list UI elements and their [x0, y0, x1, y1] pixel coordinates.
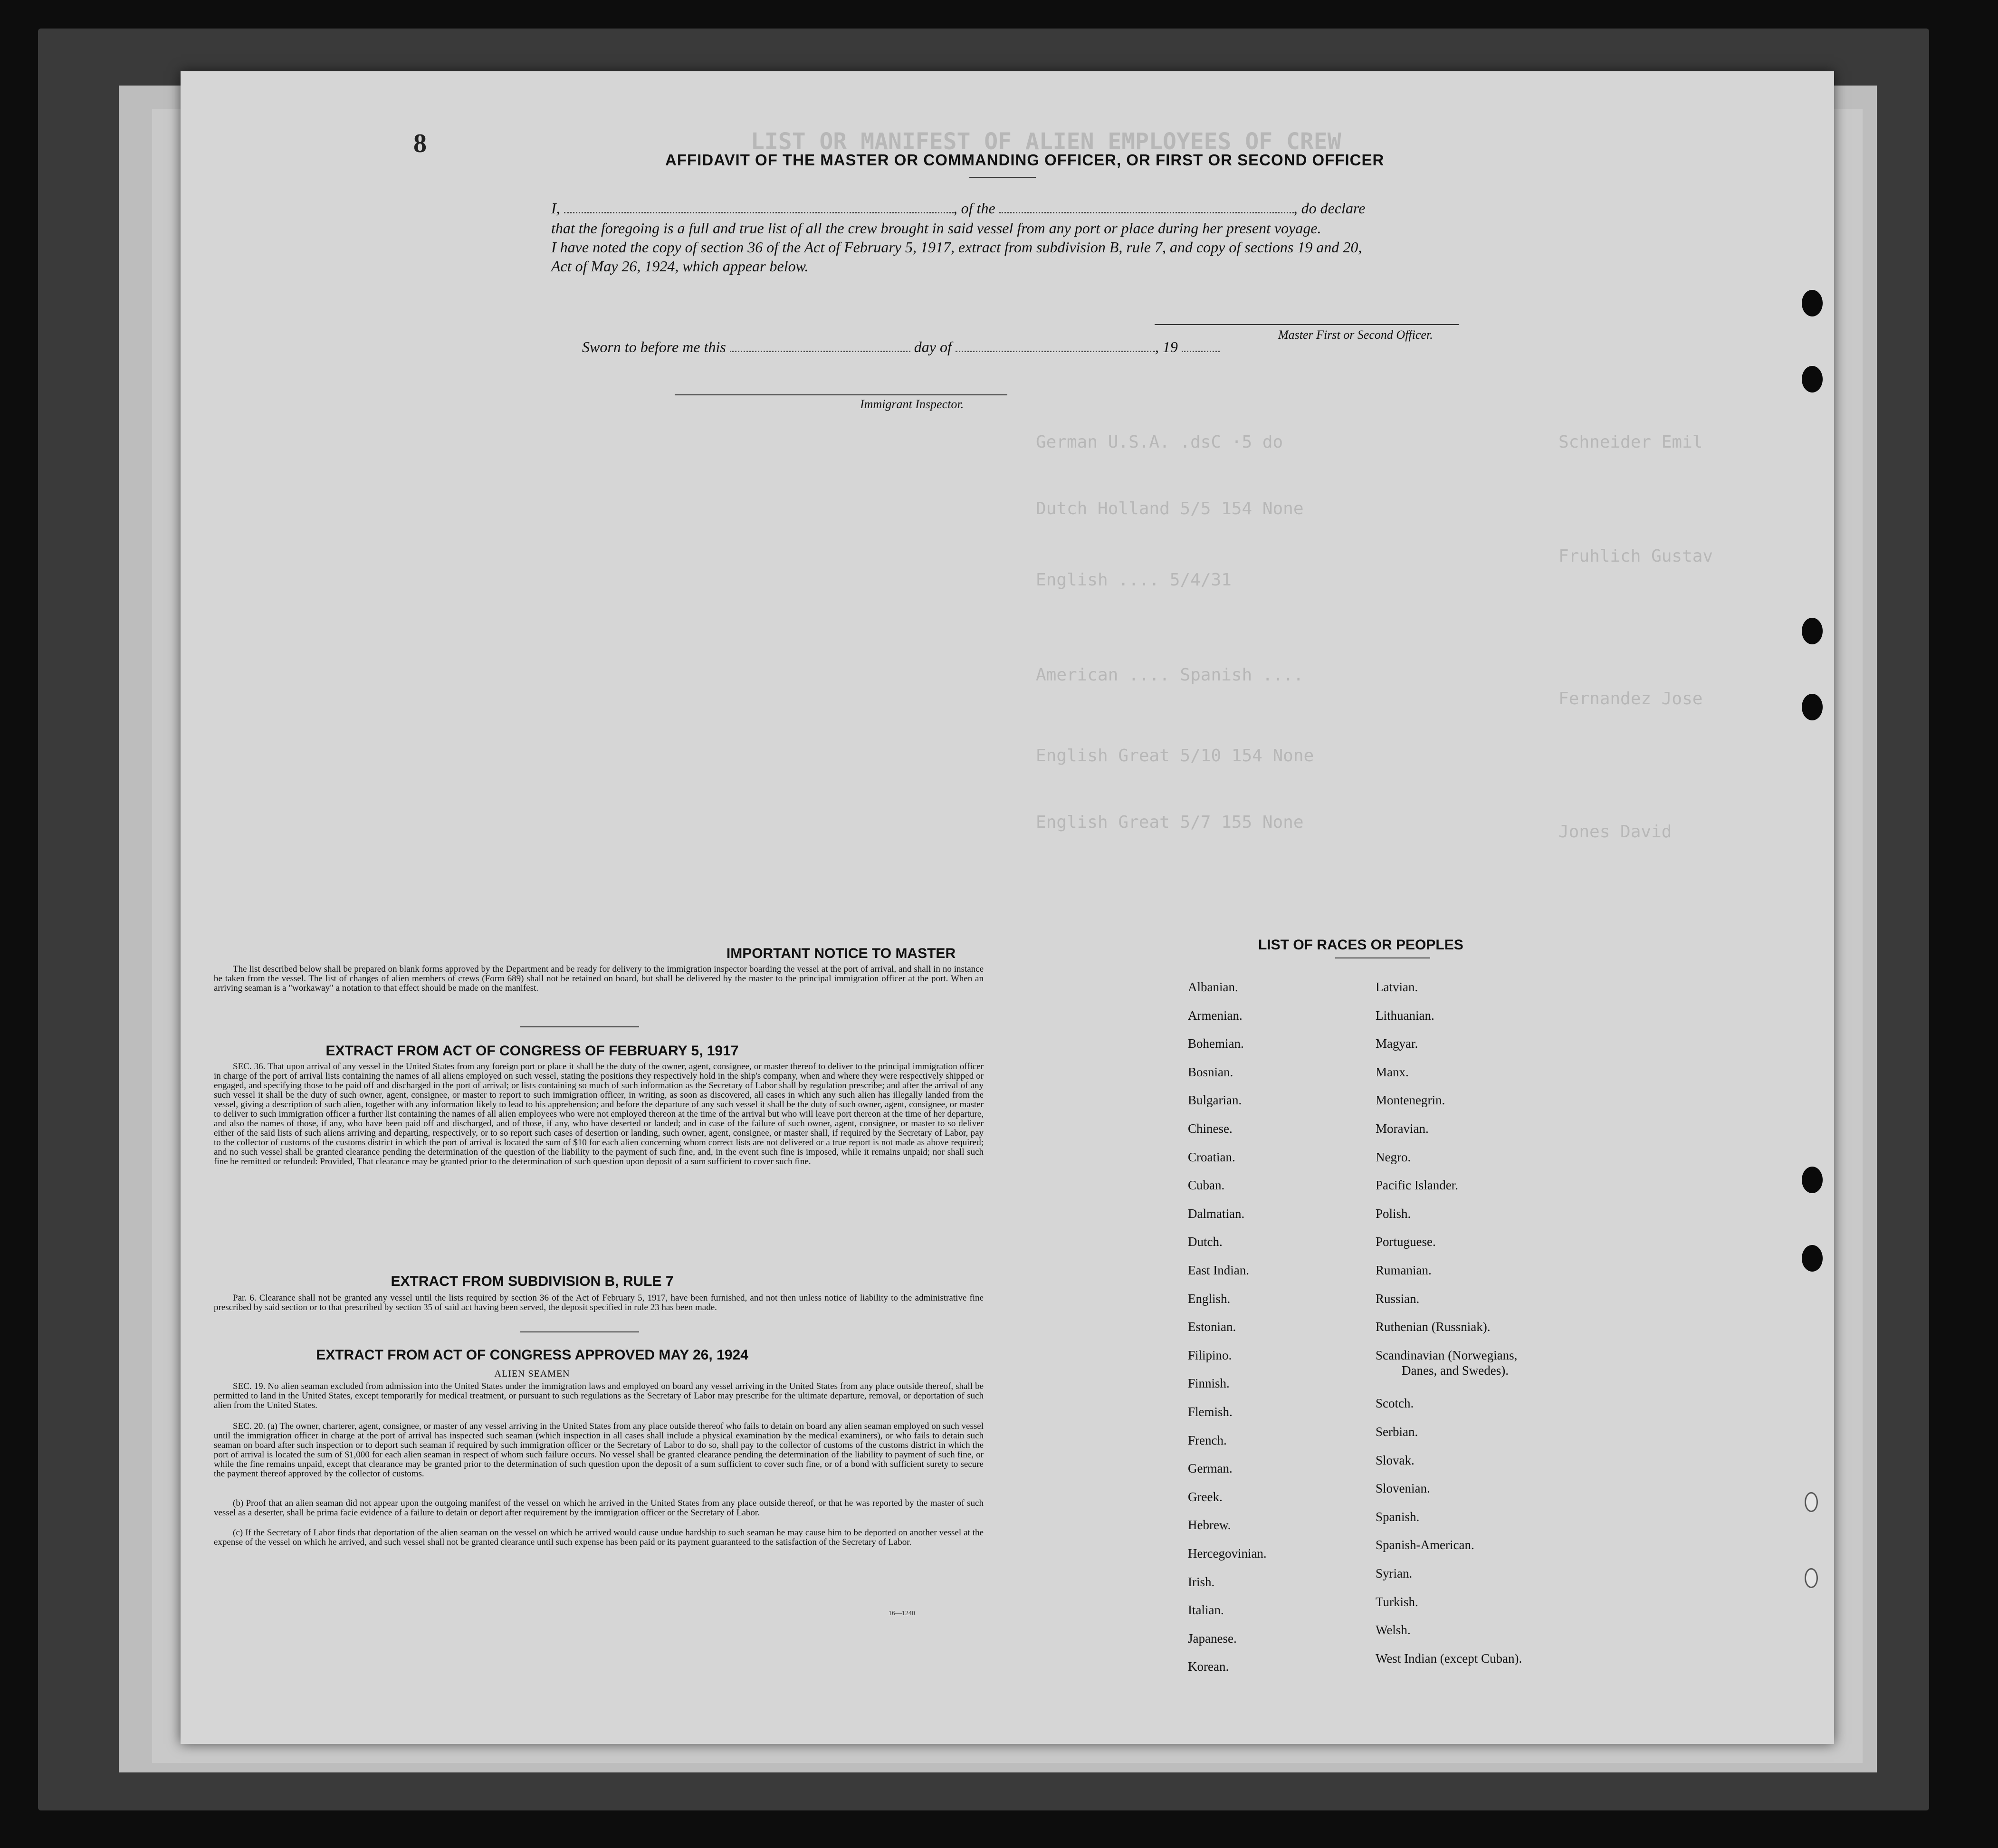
bleed-through-text: English .... 5/4/31 [1036, 570, 1232, 590]
race-item: Rumanian. [1376, 1263, 1432, 1277]
extract-1917-text: SEC. 36. That upon arrival of any vessel in the United States from any foreign port or place it shall be the duty of the owner, agent, consignee, or master thereof to deliver to the principal immigration officer in charge of the port of arrival lists containing the names of all aliens employed on such vessel, stating the positions they respectively hold in the ship's company, when and where they were respectively shipped or engaged, and specifying those to be paid off and discharged in the port of arrival; or lists containing so much of such information as the Secretary of Labor shall by regulation prescribe; and after the arrival of any such vessel it shall be the duty of such owner, agent, consignee, or master to report to such immigration officer, in writing, as soon as discovered, all cases in which any such alien has illegally landed from the vessel, giving a description of such alien, together with any information likely to lead to his apprehension; and before the departure of any such vessel it shall be the duty of such owner, agent, consignee, or master to deliver to such immigration officer a further list containing the names of all alien employees who were not employed thereon at the time of the arrival but who will leave port thereon at the time of her departure, and also the names of those, if any, who have been paid off and discharged, and of those, if any, who have deserted or landed; and in case of the failure of such owner, agent, consignee, or master to so deliver either of the said lists of such aliens arriving and departing, respectively, or to so report such cases of desertion or landing, such owner, agent, consignee, or master shall, if required by the Secretary of Labor, pay to the collector of customs of the customs district in which the port of arrival is located the sum of $10 for each alien concerning whom correct lists are not delivered or a true report is not made as above required; and no such vessel shall be granted clearance pending the determination of the question of the liability to the payment of such fine, and, in the event such fine is imposed, while it remains unpaid; nor shall such fine be remitted or refunded: Provided, That clearance may be granted prior to the determination of such question upon deposit of a sum sufficient to cover such fine. [214, 1062, 984, 1167]
race-item: Syrian. [1376, 1566, 1413, 1580]
affidavit-of-the: , of the [953, 200, 995, 217]
form-number: 16—1240 [889, 1610, 915, 1617]
affidavit-i: I, [551, 200, 560, 217]
binder-hole [1802, 366, 1823, 393]
race-item: Spanish-American. [1376, 1538, 1474, 1552]
bleed-through-text: Fruhlich Gustav [1558, 546, 1713, 566]
race-item: Lithuanian. [1376, 1008, 1434, 1023]
rule-7-title: EXTRACT FROM SUBDIVISION B, RULE 7 [391, 1273, 674, 1289]
bleed-through-text: English Great 5/7 155 None [1036, 813, 1304, 832]
binder-hole [1802, 290, 1823, 316]
binder-hole [1802, 694, 1823, 720]
rule-7-text: Par. 6. Clearance shall not be granted any vessel until the lists required by section 36 of the Act of February 5, 1917, have been furnished, and not then unless notice of liability to the administrative fine prescribed by said section or to that prescribed by section 35 of said act having been served, the deposit specified in rule 23 has been made. [214, 1293, 984, 1312]
bleed-through-text: Dutch Holland 5/5 154 None [1036, 499, 1304, 518]
affidavit-line-4: Act of May 26, 1924, which appear below. [551, 258, 809, 275]
binder-hole [1802, 1167, 1823, 1193]
inspector-signature-line [675, 394, 1007, 395]
race-item: Japanese. [1188, 1631, 1237, 1646]
affidavit-line-3: I have noted the copy of section 36 of the Act of February 5, 1917, extract from subdivision B, rule 7, and copy of sections 19 and 20, [551, 239, 1362, 256]
race-item: Filipino. [1188, 1348, 1232, 1362]
race-item: Greek. [1188, 1489, 1223, 1504]
race-item: Bohemian. [1188, 1036, 1244, 1051]
document-page [181, 71, 1834, 1744]
race-item: Serbian. [1376, 1425, 1418, 1439]
bleed-through-text: English Great 5/10 154 None [1036, 746, 1314, 766]
sworn-month-blank [956, 339, 1155, 352]
race-item: Spanish. [1376, 1509, 1420, 1524]
bleed-through-text: Fernandez Jose [1558, 689, 1703, 709]
race-item: Cuban. [1188, 1178, 1225, 1193]
race-item: French. [1188, 1433, 1227, 1447]
inspector-signature-caption: Immigrant Inspector. [860, 397, 964, 411]
binder-hole [1805, 1492, 1818, 1512]
extract-1924-sec19: SEC. 19. No alien seaman excluded from admission into the United States under the immigration laws and employed on board any vessel arriving in the United States from any place outside thereof, shall be permitted to land in the United States, except temporarily for medical treatment, or pursuant to such regulations as the Secretary of Labor may prescribe for the ultimate departure, removal, or deportation of such alien from the United States. [214, 1381, 984, 1410]
binder-hole [1805, 1568, 1818, 1588]
race-item: Polish. [1376, 1206, 1411, 1221]
affidavit-title: AFFIDAVIT OF THE MASTER OR COMMANDING OFFICER, OR FIRST OR SECOND OFFICER [665, 151, 1385, 169]
page-number: 8 [413, 129, 427, 158]
race-item: Magyar. [1376, 1036, 1418, 1051]
vessel-blank [999, 201, 1294, 213]
divider [969, 177, 1036, 178]
race-item: Chinese. [1188, 1121, 1233, 1136]
extract-1917-title: EXTRACT FROM ACT OF CONGRESS OF FEBRUARY 5, 1917 [325, 1043, 739, 1059]
race-item: Flemish. [1188, 1405, 1233, 1419]
binder-hole [1802, 618, 1823, 644]
race-item: Ruthenian (Russniak). [1376, 1320, 1491, 1334]
race-item: Italian. [1188, 1603, 1224, 1618]
race-item: Turkish. [1376, 1594, 1418, 1609]
sworn-day-blank [730, 339, 910, 352]
master-signature-line [1155, 324, 1459, 325]
affidavit-line-1 [551, 200, 1365, 217]
sworn-line [582, 338, 1220, 356]
race-item: Moravian. [1376, 1121, 1429, 1136]
notice-title: IMPORTANT NOTICE TO MASTER [726, 946, 956, 961]
bleed-through-text: American .... Spanish .... [1036, 665, 1304, 685]
race-item: East Indian. [1188, 1263, 1249, 1277]
master-signature-caption: Master First or Second Officer. [1278, 328, 1433, 342]
race-item: Hercegovinian. [1188, 1546, 1267, 1561]
race-item: Latvian. [1376, 980, 1418, 994]
binder-hole [1802, 1245, 1823, 1272]
bleed-through-text: German U.S.A. .dsC ·5 do [1036, 432, 1283, 452]
race-item: Slovak. [1376, 1453, 1415, 1467]
divider [520, 1026, 639, 1027]
race-item: Hebrew. [1188, 1518, 1231, 1532]
races-title: LIST OF RACES OR PEOPLES [1258, 937, 1463, 953]
race-item: Danes, and Swedes). [1402, 1363, 1509, 1378]
affidavit-line-2: that the foregoing is a full and true list of all the crew brought in said vessel from any port or place during her present voyage. [551, 220, 1321, 237]
race-item: Russian. [1376, 1291, 1420, 1306]
race-item: Bulgarian. [1188, 1093, 1242, 1108]
notice-text: The list described below shall be prepared on blank forms approved by the Department and be ready for delivery to the immigration inspector boarding the vessel at the port of arrival, and shall in no instance be taken from the vessel. The list of changes of alien members of crews (Form 689) shall not be retained on board, but shall be delivered by the master to the principal immigration officer at the port. When an arriving seaman is a "workaway" a notation to that effect should be made on the manifest. [214, 964, 984, 993]
extract-1924-title: EXTRACT FROM ACT OF CONGRESS APPROVED MAY 26, 1924 [316, 1347, 748, 1363]
race-item: German. [1188, 1461, 1233, 1476]
race-item: Welsh. [1376, 1623, 1411, 1637]
race-item: Scotch. [1376, 1396, 1414, 1411]
race-item: English. [1188, 1291, 1231, 1306]
race-item: Manx. [1376, 1064, 1409, 1079]
race-item: Portuguese. [1376, 1235, 1436, 1249]
race-item: Negro. [1376, 1149, 1411, 1164]
race-item: West Indian (except Cuban). [1376, 1651, 1522, 1666]
race-item: Albanian. [1188, 980, 1238, 994]
race-item: Armenian. [1188, 1008, 1243, 1023]
sworn-text: Sworn to before me this [582, 338, 726, 355]
extract-1924-subtitle: ALIEN SEAMEN [494, 1369, 570, 1379]
sworn-year: , 19 [1155, 338, 1178, 355]
affidavit-do-declare: , do declare [1293, 200, 1366, 217]
extract-1924-sec20c: (c) If the Secretary of Labor finds that deportation of the alien seaman on the vessel on which he arrived would cause undue hardship to such seaman he may cause him to be deported on another vessel at the expense of the vessel on which he arrived, and such vessel shall not be granted clearance until such expense has been paid or its payment guaranteed to the satisfaction of the Secretary of Labor. [214, 1528, 984, 1547]
race-item: Bosnian. [1188, 1064, 1233, 1079]
race-item: Montenegrin. [1376, 1093, 1445, 1108]
bleed-through-text: Jones David [1558, 822, 1672, 842]
divider [520, 1331, 639, 1332]
bleed-through-text: LIST OR MANIFEST OF ALIEN EMPLOYEES OF CREW [751, 128, 1341, 155]
race-item: Pacific Islander. [1376, 1178, 1458, 1193]
race-item: Dalmatian. [1188, 1206, 1245, 1221]
race-item: Korean. [1188, 1659, 1229, 1674]
sworn-day-of: day of [914, 338, 952, 355]
race-item: Estonian. [1188, 1320, 1236, 1334]
race-item: Scandinavian (Norwegians, [1376, 1348, 1518, 1362]
extract-1924-sec20a: SEC. 20. (a) The owner, charterer, agent, consignee, or master of any vessel arriving in the United States from any place outside thereof who fails to detain on board any alien seaman employed on such vessel until the immigration officer in charge at the port of arrival has inspected such seaman (which inspection in all cases shall include a physical examination by the medical examiners), or who fails to detain such seaman on board after such inspection or to deport such seaman if required by such immigration officer or the Secretary of Labor to do so, shall pay to the collector of customs of the customs district in which the port of arrival is located the sum of $1,000 for each alien seaman in respect of whom such failure occurs. No vessel shall be granted clearance pending the determination of the liability to payment of such fine, or while the fine remains unpaid, except that clearance may be granted prior to the determination of such question upon the deposit of a sum sufficient to cover such fine, or of a bond with sufficient surety to secure the payment thereof approved by the collector of customs. [214, 1421, 984, 1479]
race-item: Dutch. [1188, 1235, 1223, 1249]
extract-1924-sec20b: (b) Proof that an alien seaman did not appear upon the outgoing manifest of the vessel on which he arrived in the United States from any place outside thereof, or that he was reported by the master of such vessel as a deserter, shall be prima facie evidence of a failure to detain or deport after requirement by the immigration officer or the Secretary of Labor. [214, 1498, 984, 1518]
bleed-through-text: Schneider Emil [1558, 432, 1703, 452]
name-blank [564, 201, 954, 213]
race-item: Finnish. [1188, 1376, 1230, 1391]
race-item: Irish. [1188, 1574, 1215, 1589]
race-item: Slovenian. [1376, 1481, 1430, 1496]
race-item: Croatian. [1188, 1149, 1235, 1164]
sworn-year-blank [1182, 339, 1220, 352]
